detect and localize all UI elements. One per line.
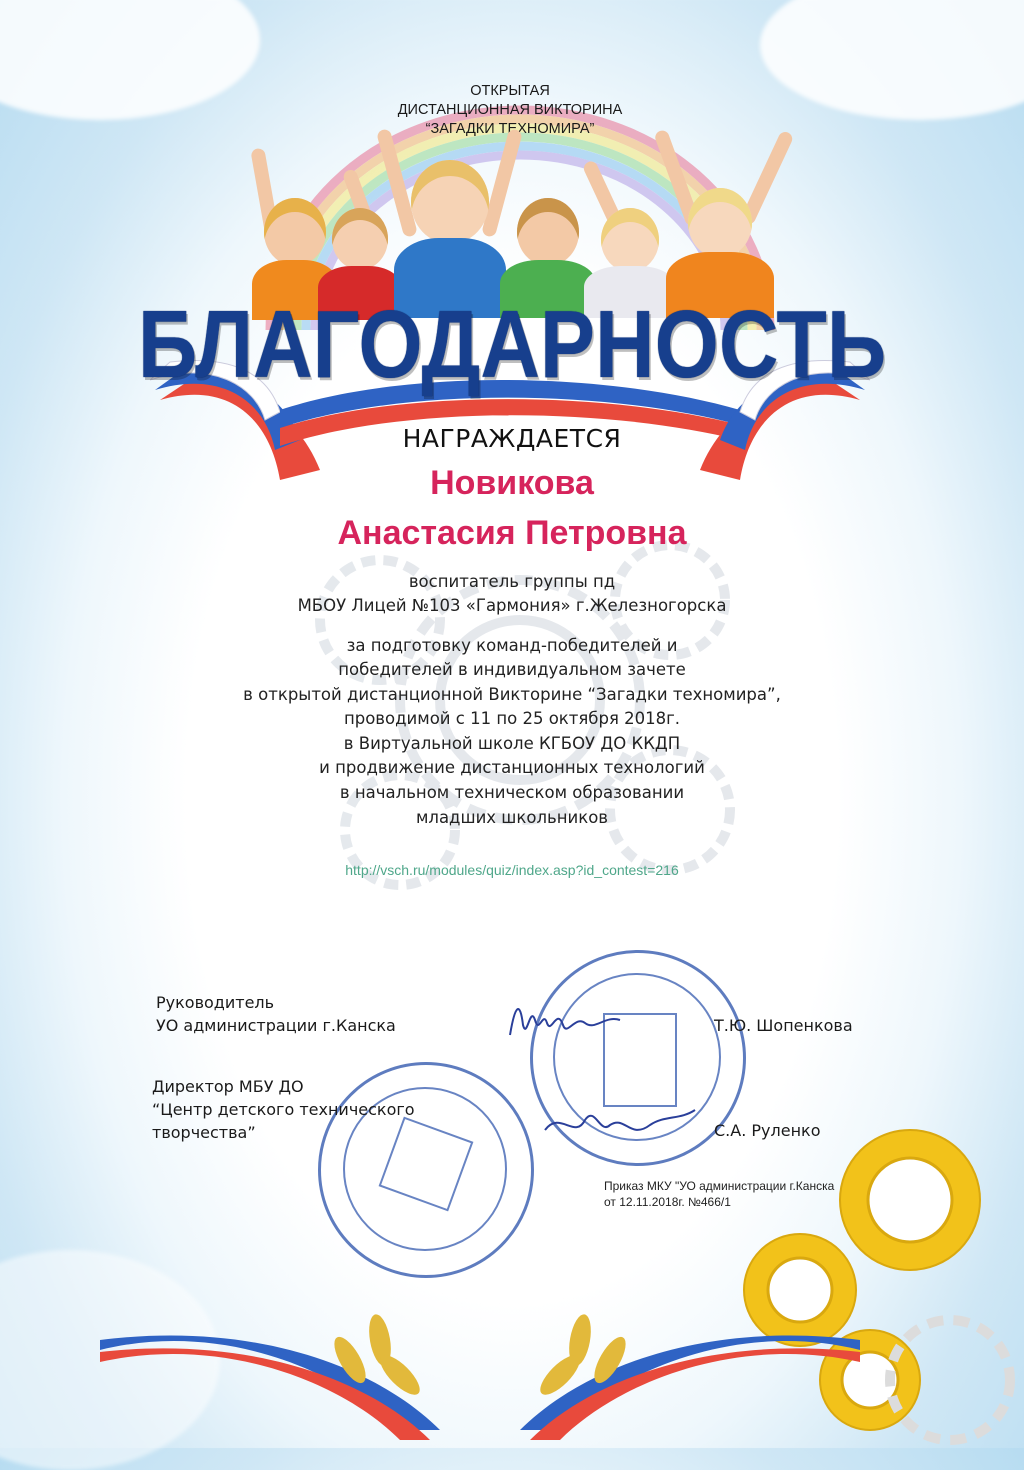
signatory-title: Директор МБУ ДО — [152, 1077, 304, 1096]
order-line: от 12.11.2018г. №466/1 — [604, 1195, 731, 1209]
recipient-surname: Новикова — [430, 464, 594, 502]
reason-line: за подготовку команд-победителей и — [346, 636, 678, 655]
header-line: “ЗАГАДКИ ТЕХНОМИРА” — [425, 121, 595, 137]
signatory-title: “Центр детского технического — [152, 1100, 415, 1119]
handwritten-signature — [505, 995, 625, 1045]
reason-line: и продвижение дистанционных технологий — [319, 758, 705, 777]
header-line: ОТКРЫТАЯ — [470, 83, 550, 99]
signatory-title: Руководитель — [156, 993, 275, 1012]
handwritten-signature — [540, 1095, 700, 1155]
signatory-name: С.А. Руленко — [714, 1121, 821, 1140]
reason-line: в начальном техническом образовании — [339, 783, 685, 802]
children-illustration — [240, 118, 790, 318]
order-line: Приказ МКУ "УО администрации г.Канска — [604, 1179, 835, 1193]
reason-line: младших школьников — [415, 808, 609, 827]
reason-line: проводимой с 11 по 25 октября 2018г. — [343, 709, 681, 728]
cloud-decoration — [0, 0, 260, 120]
header-line: ДИСТАНЦИОННАЯ ВИКТОРИНА — [397, 102, 623, 118]
signatory-title: творчества” — [152, 1123, 256, 1142]
position-line: воспитатель группы пд — [408, 572, 616, 591]
reason-line: победителей в индивидуальном зачете — [338, 660, 686, 679]
contest-link[interactable]: http://vsch.ru/modules/quiz/index.asp?id_contest=216 — [345, 862, 679, 878]
signatory-name: Т.Ю. Шопенкова — [714, 1016, 853, 1035]
page-title: БЛАГОДАРНОСТЬ — [137, 291, 887, 398]
laurel-ribbon-decoration — [100, 1280, 860, 1448]
recipient-given-name: Анастасия Петровна — [337, 514, 687, 552]
position-line: МБОУ Лицей №103 «Гармония» г.Железногорска — [297, 596, 727, 615]
official-stamp — [318, 1062, 534, 1278]
reason-line: в открытой дистанционной Викторине “Загадки техномира”, — [243, 685, 781, 704]
reason-line: в Виртуальной школе КГБОУ ДО ККДП — [343, 734, 681, 753]
signatory-title: УО администрации г.Канска — [156, 1016, 396, 1035]
award-label: НАГРАЖДАЕТСЯ — [402, 424, 622, 453]
